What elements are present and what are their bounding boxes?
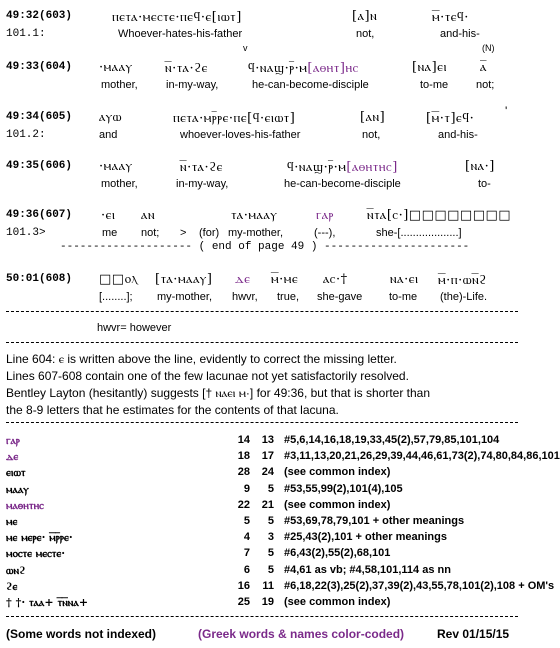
coptic-word: ϥ·ⲛⲁϣ·ⲣ̅·ⲙ[ⲁⲑⲏⲧⲏⲥ] (287, 160, 398, 175)
sub-ref-101-2: 101.2: (6, 129, 46, 141)
index-count-total: 16 (237, 580, 250, 592)
index-references: #6,43(2),55(2),68,101 (284, 547, 391, 559)
separator (6, 616, 518, 617)
note-mark: (N) (482, 43, 495, 53)
index-count-lines: 11 (262, 580, 274, 592)
gloss-word: and (99, 129, 118, 141)
index-count-lines: 5 (267, 547, 274, 559)
ref-604: 49:33(604) (6, 61, 73, 73)
coptic-word: ⲁ̅ (480, 60, 487, 75)
coptic-word: ⲡⲉⲧⲁ·ⲙⲣ̅ⲣⲉ·ⲡⲉ[ϥ·ⲉⲓⲱⲧ] (173, 111, 296, 126)
ref-606: 49:35(606) (6, 160, 73, 172)
index-count-total: 25 (237, 596, 250, 608)
footer-note: (Some words not indexed) (6, 627, 157, 641)
ref-603: 49:32(603) (6, 10, 73, 22)
gloss-word: he-can-become-disciple (284, 178, 401, 190)
index-references: #53,55,99(2),101(4),105 (284, 483, 403, 495)
gloss-word: me (102, 227, 118, 239)
gloss-word: he-can-become-disciple (252, 79, 369, 91)
gloss-word: to-me (420, 79, 449, 91)
index-word: ⲙⲉ ⲙⲉⲣⲉ· ⲙ̅ⲣ̅ⲣⲉ· (6, 531, 73, 544)
index-references: #53,69,78,79,101 + other meanings (284, 515, 465, 527)
gloss-word: my-mother, (157, 291, 213, 303)
index-word: ⲙⲁⲁⲩ (6, 483, 29, 496)
coptic-word: [ⲛⲁ·] (465, 159, 495, 174)
index-references: (see common index) (284, 466, 391, 478)
insert-mark: v (243, 43, 248, 53)
coptic-word: ⲁⲩⲱ (99, 110, 122, 125)
color-code-note: (Greek words & names color-coded) (198, 627, 405, 641)
gloss-word: not, (362, 129, 381, 141)
coptic-word: □□ⲟⲗ (99, 272, 138, 287)
index-references: #25,43(2),101 + other meanings (284, 531, 447, 543)
coptic-word: ⲛⲁ·ⲉⲓ (390, 272, 419, 287)
gloss-word: mother, (101, 178, 138, 190)
sub-ref-101-1: 101.1: (6, 28, 46, 40)
gloss-word: [........]; (99, 291, 133, 303)
revision-date: Rev 01/15/15 (437, 627, 510, 641)
ref-607: 49:36(607) (6, 209, 73, 221)
gloss-word: mother, (101, 79, 138, 91)
index-references: #6,18,22(3),25(2),37,39(2),43,55,78,101(2),108 + OM's (284, 580, 555, 592)
coptic-word: ⲙ̅·ⲧⲉϥ· (432, 10, 469, 25)
coptic-word: ⲧⲁ·ⲙⲁⲁⲩ (231, 208, 278, 223)
coptic-word: ⲡⲉⲧⲁ·ⲙⲉⲥⲧⲉ·ⲡⲉϥ·ⲉ[ⲓⲱⲧ] (112, 10, 242, 25)
coptic-word: ·ⲙⲁⲁⲩ (99, 60, 133, 75)
ref-605: 49:34(605) (6, 111, 73, 123)
gloss-word: my-mother, (228, 227, 284, 239)
coptic-word: ϥ·ⲛⲁϣ·ⲣ̅·ⲙ[ⲁⲑⲏⲧ]ⲏⲥ (248, 61, 359, 76)
gloss-word: not, (356, 28, 375, 40)
index-count-total: 18 (237, 450, 250, 462)
end-of-page-marker: -------------------- ( end of page 49 ) ---------------------- (60, 241, 470, 253)
index-count-total: 28 (237, 466, 250, 478)
gloss-word: hwvr, (232, 291, 258, 303)
index-count-total: 22 (237, 499, 250, 511)
index-count-lines: 21 (261, 499, 274, 511)
coptic-word: [ⲙ̅·ⲧ]ⲉϥ· (426, 111, 475, 126)
index-references: #5,6,14,16,18,19,33,45(2),57,79,85,101,104 (284, 434, 500, 446)
coptic-word: [ⲁⲛ] (360, 110, 386, 125)
index-word: ⲙⲉ (6, 515, 18, 528)
coptic-word: ⲁⲥ·† (323, 272, 348, 287)
coptic-word: ·ⲙⲁⲁⲩ (99, 159, 133, 174)
index-count-lines: 5 (267, 515, 274, 527)
gloss-word: in-my-way, (176, 178, 229, 190)
index-word: ⲉⲓⲱⲧ (6, 466, 26, 479)
coptic-word: ⲛ̅ⲧⲁ[ⲥ·]□□□□□□□□ (367, 208, 512, 223)
index-references: (see common index) (284, 499, 391, 511)
index-count-total: 9 (243, 483, 250, 495)
separator (6, 311, 518, 312)
greek-word: [ⲁⲑⲏⲧⲏⲥ] (346, 160, 398, 175)
gloss-word: true, (277, 291, 300, 303)
index-count-total: 14 (237, 434, 250, 446)
gloss-word: she-gave (317, 291, 363, 303)
gloss-word: to- (478, 178, 491, 190)
index-count-lines: 5 (267, 564, 274, 576)
index-count-lines: 24 (261, 466, 274, 478)
abbreviation-note: hwvr= however (97, 322, 172, 334)
gloss-word: Whoever-hates-his-father (118, 28, 243, 40)
note-line: Bentley Layton (hesitantly) suggests [† ⲛⲁⲉⲓ ⲙ·] for 49:36, but that is shorter than (6, 386, 431, 400)
gloss-word: and-his- (438, 129, 478, 141)
index-word: ⲙⲁⲑⲏⲧⲏⲥ (6, 499, 44, 512)
gloss-word: not; (476, 79, 495, 91)
index-word: ⲱⲛϩ (6, 564, 26, 577)
gloss-word: whoever-loves-his-father (180, 129, 301, 141)
coptic-word: ⲛ̅·ⲧⲁ·ϩⲉ (165, 61, 208, 76)
index-references: #4,61 as vb; #4,58,101,114 as nn (284, 564, 451, 576)
index-count-total: 7 (243, 547, 250, 559)
gloss-word: she-[...................] (376, 227, 462, 239)
greek-word: ⲇⲉ (235, 272, 251, 287)
coptic-word: [ⲛⲁ]ⲉⲓ (412, 60, 448, 75)
index-references: #3,11,13,20,21,26,29,39,44,46,61,73(2),74,80,84,86,101 (284, 450, 560, 462)
gloss-word: to-me (389, 291, 418, 303)
index-count-lines: 3 (267, 531, 274, 543)
coptic-word: ·ⲉⲓ (101, 208, 116, 223)
coptic-word: ⲙ̅·ⲡ·ⲱⲛ̅ϩ (438, 273, 487, 288)
index-count-lines: 13 (261, 434, 274, 446)
sub-ref-101-3: 101.3> (6, 227, 46, 239)
coptic-word: ⲁⲛ (141, 208, 156, 223)
coptic-word: [ⲁ]ⲛ (352, 9, 378, 24)
gloss-word: (the)-Life. (440, 291, 488, 303)
index-word: ⲇⲉ (6, 450, 19, 463)
gloss-word: (for) (199, 227, 220, 239)
index-count-lines: 5 (267, 483, 274, 495)
index-count-lines: 17 (261, 450, 274, 462)
greek-word: [ⲁⲑⲏⲧ]ⲏⲥ (307, 61, 359, 76)
index-word: † †· ⲧⲁⲁ+ ⲧ̅ⲛ̅ⲛⲁ+ (6, 596, 89, 609)
note-line: the 8-9 letters that he estimates for the contents of that lacuna. (6, 403, 339, 417)
note-line: Lines 607-608 contain one of the few lacunae not yet satisfactorily resolved. (6, 369, 409, 383)
coptic-word: ⲛ̅·ⲧⲁ·ϩⲉ (180, 160, 223, 175)
separator (6, 422, 518, 423)
gloss-word: > (180, 227, 187, 239)
coptic-word: ⲙ̅·ⲙⲉ (271, 272, 299, 287)
index-count-total: 5 (243, 515, 250, 527)
greek-word: ⲅⲁⲣ (316, 208, 334, 223)
gloss-word: not; (141, 227, 160, 239)
index-word: ϩⲉ (6, 580, 18, 593)
gloss-word: and-his- (440, 28, 480, 40)
gloss-word: (---), (314, 227, 336, 239)
gloss-word: in-my-way, (166, 79, 219, 91)
index-count-total: 4 (243, 531, 250, 543)
note-mark: ' (505, 104, 508, 118)
index-count-total: 6 (243, 564, 250, 576)
index-count-lines: 19 (261, 596, 274, 608)
index-word: ⲙⲟⲥⲧⲉ ⲙⲉⲥⲧⲉ· (6, 547, 66, 560)
index-references: (see common index) (284, 596, 391, 608)
coptic-word: [ⲧⲁ·ⲙⲁⲁⲩ] (155, 272, 213, 287)
index-word: ⲅⲁⲣ (6, 434, 20, 447)
ref-608: 50:01(608) (6, 273, 73, 285)
separator (6, 342, 518, 343)
note-line: Line 604: ⲉ is written above the line, evidently to correct the missing letter. (6, 352, 397, 366)
